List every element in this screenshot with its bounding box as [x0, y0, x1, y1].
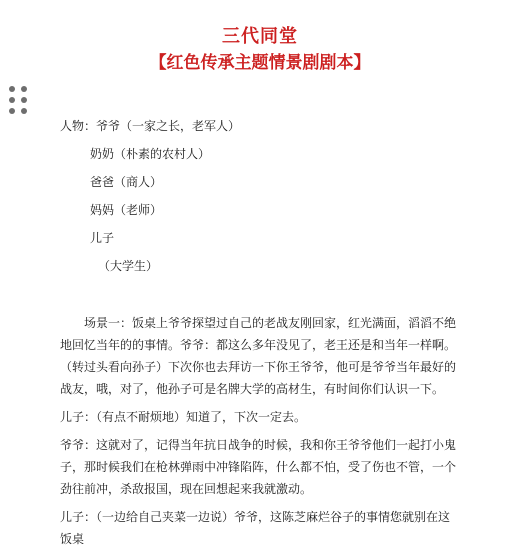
- drag-dot: [9, 108, 15, 114]
- drag-dot: [21, 97, 27, 103]
- drag-handle[interactable]: [9, 86, 28, 114]
- character-dad: 爸爸（商人）: [90, 175, 163, 189]
- character-son: 儿子: [90, 231, 115, 245]
- drag-dot: [21, 86, 27, 92]
- drag-dot: [9, 86, 15, 92]
- character-list: [60, 117, 240, 285]
- drag-dot: [21, 108, 27, 114]
- scene-paragraph-4: 儿子：（一边给自己夹菜一边说）爷爷，这陈芝麻烂谷子的事情您就别在这饭桌: [60, 510, 451, 546]
- scene-text: [60, 312, 460, 556]
- document-subtitle: 【红色传承主题情景剧剧本】: [149, 53, 371, 73]
- character-line-grandpa: 人物：爷爷（一家之长，老军人）: [60, 119, 241, 133]
- scene-paragraph-3: 爷爷：这就对了，记得当年抗日战争的时候，我和你王爷爷他们一起打小鬼子，那时候我们在枪林弹雨中冲锋陷阵，什么都不怕，受了伤也不管，一个劲往前冲，杀敌报国，现在回想起来我就激动。: [60, 438, 457, 496]
- character-mom: 妈妈（老师）: [90, 203, 163, 217]
- scene-paragraph-2: 儿子：（有点不耐烦地）知道了，下次一定去。: [60, 410, 307, 424]
- character-son-note: （大学生）: [98, 259, 159, 273]
- document-title: 三代同堂: [222, 26, 298, 47]
- scene-paragraph-1: 场景一：饭桌上爷爷探望过自己的老战友刚回家，红光满面，滔滔不绝地回忆当年的的事情。爷爷：都这么多年没见了，老王还是和当年一样啊。（转过头看向孙子）下次你也去拜访一下你王爷爷，他可是爷爷当年最好的战友，哦，对了，他孙子可是名牌大学的高材生，有时间你们认识一下。: [60, 316, 457, 396]
- character-grandma: 奶奶（朴素的农村人）: [90, 147, 211, 161]
- drag-dot: [9, 97, 15, 103]
